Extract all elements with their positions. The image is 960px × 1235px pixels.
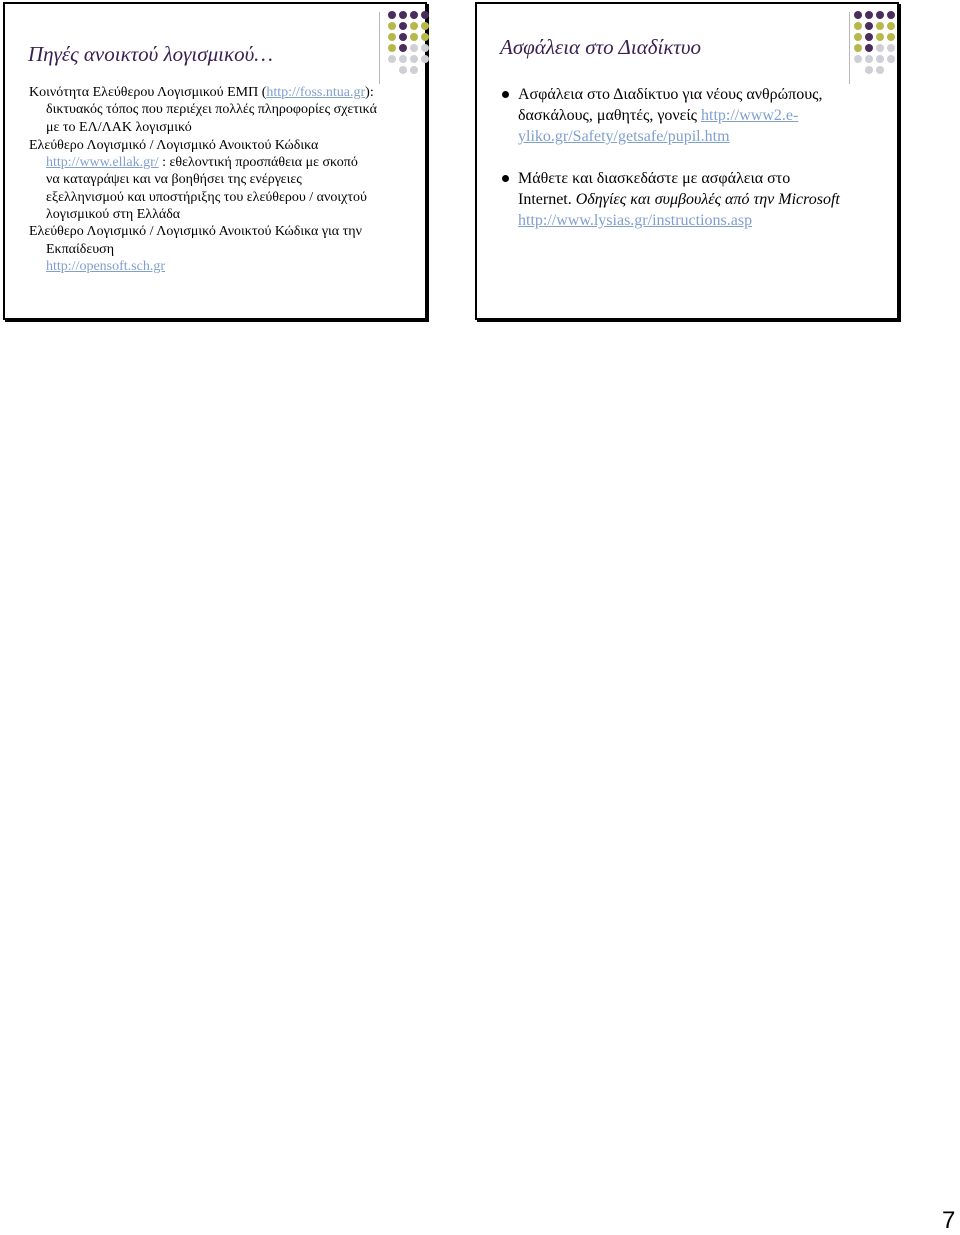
- text: Internet.: [518, 191, 572, 208]
- decor-dot: [865, 33, 873, 41]
- decor-dot: [388, 11, 396, 19]
- paragraph-line: με το ΕΛ/ΛΑΚ λογισμικό: [46, 119, 192, 135]
- decor-dot: [421, 22, 429, 30]
- decor-dot: [876, 55, 884, 63]
- bullet-item: [500, 168, 890, 231]
- link-e-yliko[interactable]: http://www2.e-: [701, 107, 799, 124]
- decor-dot: [876, 11, 884, 19]
- text: Μάθετε και διασκεδάστε με ασφάλεια στο: [518, 170, 791, 187]
- decor-dot: [388, 55, 396, 63]
- text: Οδηγίες και συμβουλές από την Microsoft: [571, 191, 840, 208]
- decor-dot: [854, 22, 862, 30]
- decor-dot: [876, 66, 884, 74]
- paragraph-line: να καταγράψει και να βοηθήσει της ενέργειες: [46, 172, 302, 188]
- link-lysias[interactable]: http://www.lysias.gr/instructions.asp: [518, 212, 753, 229]
- bullet-item: [500, 84, 890, 147]
- text: ):: [365, 85, 374, 100]
- decor-dot: [410, 33, 418, 41]
- decor-dot: [865, 22, 873, 30]
- page-number: 7: [942, 1207, 956, 1234]
- decor-dot: [887, 55, 895, 63]
- decor-dot: [876, 33, 884, 41]
- text: δασκάλους, μαθητές, γονείς: [518, 107, 702, 124]
- paragraph-line: Ελεύθερο Λογισμικό / Λογισμικό Ανοικτού Κώδικα: [29, 137, 319, 153]
- decor-dot: [887, 44, 895, 52]
- slide-card: [3, 2, 427, 320]
- divider-line: [379, 12, 380, 84]
- decor-dot: [421, 55, 429, 63]
- decor-dot: [388, 44, 396, 52]
- text-line: [518, 105, 890, 126]
- decor-dot: [410, 11, 418, 19]
- decor-dot: [388, 22, 396, 30]
- decor-dot: [399, 11, 407, 19]
- paragraph-line: Ελεύθερο Λογισμικό / Λογισμικό Ανοικτού Κώδικα για την: [29, 224, 362, 240]
- decor-dot: [887, 22, 895, 30]
- decor-dot: [399, 66, 407, 74]
- decor-dot: [399, 33, 407, 41]
- decor-dot: [410, 66, 418, 74]
- slide-body: [500, 84, 890, 231]
- decor-dot: [887, 33, 895, 41]
- paragraph-line: λογισμικού στη Ελλάδα: [46, 207, 181, 223]
- decor-dot: [854, 11, 862, 19]
- slide-card: [475, 2, 899, 320]
- decor-dot: [399, 55, 407, 63]
- decor-dot: [410, 22, 418, 30]
- text: Κοινότητα Ελεύθερου Λογισμικού ΕΜΠ (: [29, 85, 267, 100]
- decor-dot: [865, 44, 873, 52]
- decor-dot: [421, 11, 429, 19]
- decor-dot: [854, 33, 862, 41]
- decor-dot: [854, 44, 862, 52]
- divider-line: [849, 12, 850, 84]
- paragraph: [29, 154, 419, 171]
- decor-dot: [399, 44, 407, 52]
- decor-dot: [887, 11, 895, 19]
- text: : εθελοντική προσπάθεια με σκοπό: [158, 155, 358, 171]
- decor-dot: [421, 33, 429, 41]
- decor-dot: [876, 22, 884, 30]
- dot-grid-decoration: [853, 10, 903, 80]
- decor-dot: [421, 44, 429, 52]
- text-line: [518, 126, 890, 147]
- link-foss-ntua[interactable]: http://foss.ntua.gr: [266, 85, 366, 100]
- link-opensoft[interactable]: http://opensoft.sch.gr: [46, 258, 165, 274]
- bullet-icon: [502, 175, 509, 182]
- decor-dot: [410, 55, 418, 63]
- bullet-icon: [502, 91, 509, 98]
- decor-dot: [388, 33, 396, 41]
- decor-dot: [876, 44, 884, 52]
- link-ellak[interactable]: http://www.ellak.gr/: [46, 155, 159, 171]
- link-e-yliko-cont[interactable]: yliko.gr/Safety/getsafe/pupil.htm: [518, 128, 730, 145]
- slide-title: Πηγές ανοικτού λογισμικού…: [28, 42, 273, 66]
- text: Ασφάλεια στο Διαδίκτυο για νέους ανθρώπους,: [518, 86, 823, 103]
- decor-dot: [854, 55, 862, 63]
- paragraph: [29, 84, 419, 101]
- paragraph-line: Εκπαίδευση: [46, 241, 115, 257]
- decor-dot: [865, 66, 873, 74]
- slide-body: [29, 84, 419, 275]
- text-line: [518, 210, 890, 231]
- decor-dot: [865, 55, 873, 63]
- text-line: [518, 189, 890, 210]
- dot-grid-decoration: [387, 10, 437, 80]
- decor-dot: [410, 44, 418, 52]
- paragraph-line: εξελληνισμού και υποστήριξης του ελεύθερου / ανοιχτού: [46, 189, 367, 205]
- paragraph-line: δικτυακός τόπος που περιέχει πολλές πληροφορίες σχετικά: [46, 102, 377, 118]
- decor-dot: [865, 11, 873, 19]
- decor-dot: [399, 22, 407, 30]
- paragraph: [29, 258, 419, 275]
- slide-title: Ασφάλεια στο Διαδίκτυο: [500, 35, 702, 59]
